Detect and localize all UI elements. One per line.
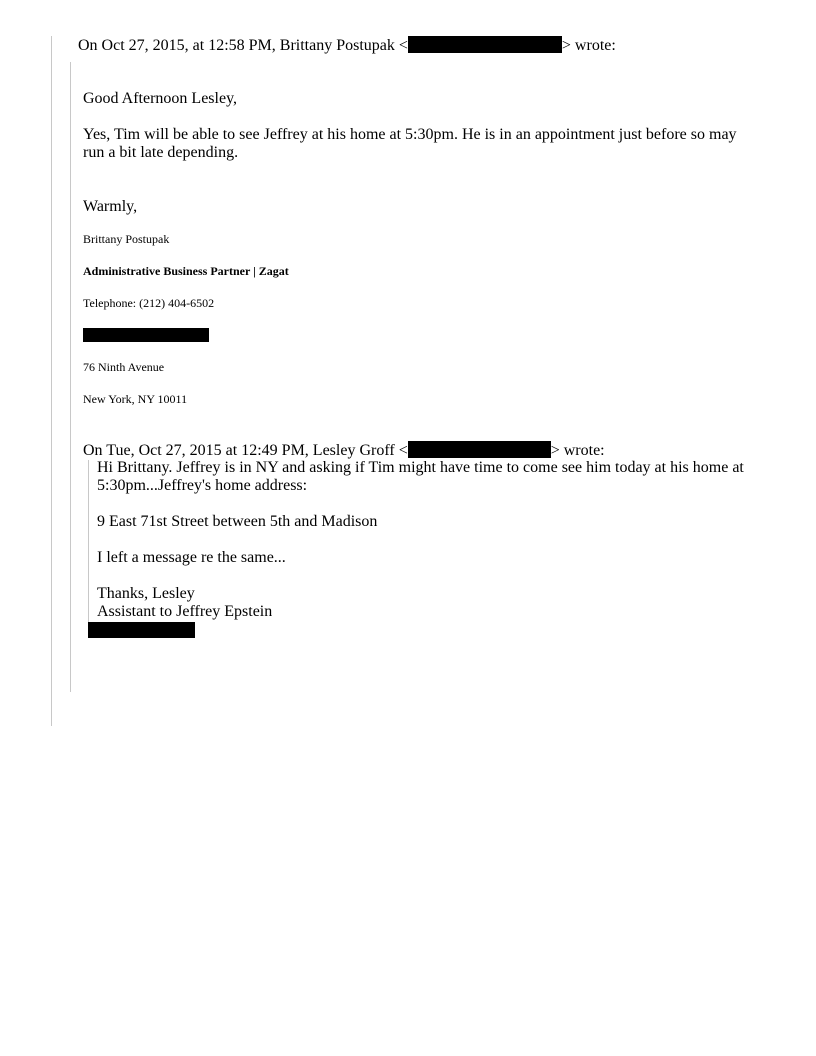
- inner-line-2: 5:30pm...Jeffrey's home address:: [97, 477, 308, 494]
- inner-quote-header: [83, 441, 605, 460]
- signature-title: Administrative Business Partner | Zagat: [83, 264, 289, 278]
- signature-telephone: Telephone: (212) 404-6502: [83, 296, 215, 310]
- outer-header-prefix: On Oct 27, 2015, at 12:58 PM, Brittany Postupak <: [78, 37, 408, 54]
- outer-quote-header: [78, 36, 616, 55]
- inner-header-suffix: > wrote:: [550, 442, 605, 459]
- body-line-1: Yes, Tim will be able to see Jeffrey at his home at 5:30pm. He is in an appointment just before so may: [83, 126, 737, 143]
- redacted-inner-signature: [88, 622, 195, 638]
- inner-thanks: Thanks, Lesley: [97, 585, 195, 602]
- body-line-2: run a bit late depending.: [83, 144, 239, 161]
- signature-address-line2: New York, NY 10011: [83, 392, 188, 406]
- redacted-email: [408, 36, 562, 53]
- inner-role: Assistant to Jeffrey Epstein: [97, 603, 273, 620]
- inner-quote-bar: [70, 62, 71, 692]
- redacted-email: [408, 441, 551, 458]
- nested-quote-bar: [88, 460, 89, 638]
- signature-address-line1: 76 Ninth Avenue: [83, 360, 165, 374]
- inner-line-1: Hi Brittany. Jeffrey is in NY and asking if Tim might have time to come see him today at his home at: [97, 459, 744, 476]
- outer-header-suffix: > wrote:: [561, 37, 616, 54]
- redacted-signature-line: [83, 328, 209, 342]
- signature-name: Brittany Postupak: [83, 232, 170, 246]
- outer-quote-bar: [51, 36, 52, 726]
- inner-address: 9 East 71st Street between 5th and Madison: [97, 513, 378, 530]
- inner-message: I left a message re the same...: [97, 549, 286, 566]
- inner-header-prefix: On Tue, Oct 27, 2015 at 12:49 PM, Lesley Groff <: [83, 442, 408, 459]
- greeting: Good Afternoon Lesley,: [83, 90, 238, 107]
- closing: Warmly,: [83, 198, 138, 215]
